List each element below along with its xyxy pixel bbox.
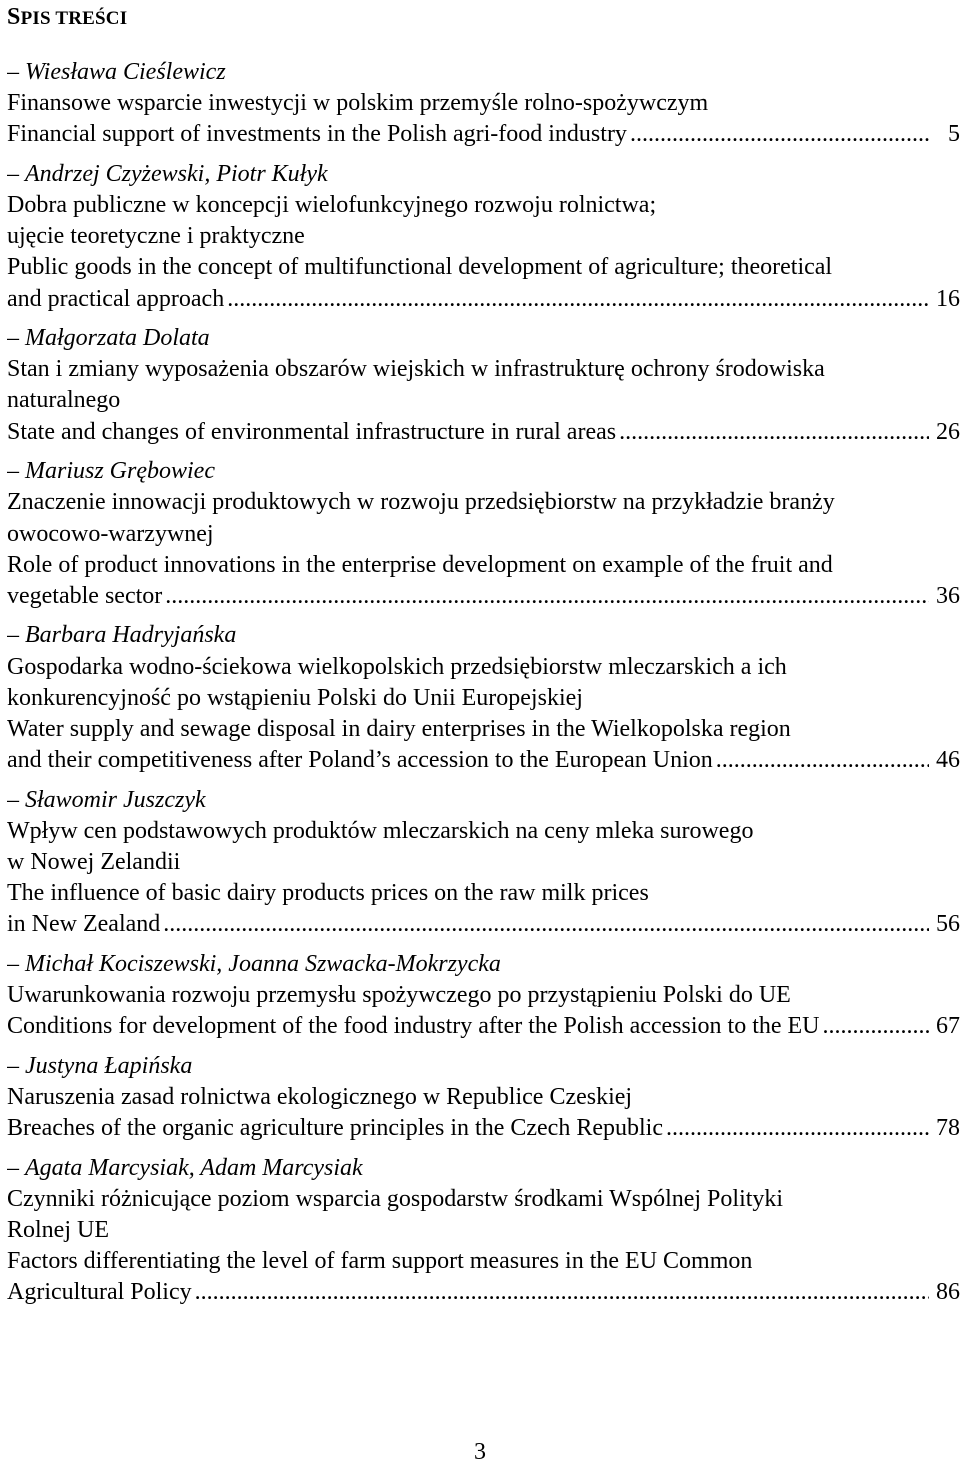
- author-dash: –: [7, 950, 25, 977]
- toc-entry: [7, 785, 960, 941]
- toc-entry-title-line: Rolnej UE: [7, 1216, 109, 1243]
- toc-entry-title-line: ujęcie teoretyczne i praktyczne: [7, 223, 305, 250]
- toc-entry-authors: [7, 456, 960, 487]
- toc-entry-title-line: State and changes of environmental infrastructure in rural areas: [7, 418, 617, 445]
- author-names: Mariusz Grębowiec: [25, 458, 215, 485]
- toc-entry-title-line: Dobra publiczne w koncepcji wielofunkcyjnego rozwoju rolnictwa;: [7, 192, 657, 219]
- toc-page-number: 5: [948, 121, 960, 148]
- toc-entry-last-line: [7, 1113, 960, 1144]
- toc-entry-authors: [7, 1051, 960, 1082]
- author-names: Barbara Hadryjańska: [25, 622, 237, 649]
- toc-entry-authors: [7, 323, 960, 354]
- toc-entry-title-line: vegetable sector: [7, 582, 163, 609]
- toc-page-number: 16: [936, 285, 960, 312]
- toc-entry-authors: [7, 620, 960, 651]
- toc-entry-title-line: Stan i zmiany wyposażenia obszarów wiejskich w infrastrukturę ochrony środowiska: [7, 356, 825, 383]
- page-number: 3: [474, 1439, 486, 1465]
- toc-entry-title-line: and practical approach: [7, 285, 225, 312]
- toc-entry-last-line: [7, 284, 960, 315]
- toc-entry: [7, 1051, 960, 1145]
- author-dash: –: [7, 59, 25, 85]
- dot-leader: [823, 1011, 929, 1042]
- dot-leader: [163, 909, 929, 940]
- toc-entry-authors: [7, 785, 960, 816]
- dot-leader: [195, 1277, 929, 1308]
- toc-page-number: 36: [936, 582, 960, 609]
- author-dash: –: [7, 786, 25, 813]
- author-names: Justyna Łapińska: [25, 1052, 193, 1079]
- toc-entry-title-line: Naruszenia zasad rolnictwa ekologicznego w Republice Czeskiej: [7, 1083, 633, 1110]
- toc-entry-title-line: The influence of basic dairy products prices on the raw milk prices: [7, 880, 649, 907]
- toc-entry-title-line: Finansowe wsparcie inwestycji w polskim przemyśle rolno-spożywczym: [7, 90, 709, 117]
- toc-entry-title-line: Public goods in the concept of multifunctional development of agriculture; theoretical: [7, 254, 833, 281]
- author-names: Sławomir Juszczyk: [25, 786, 206, 813]
- toc-entry-last-line: [7, 1011, 960, 1042]
- toc-entry-last-line: [7, 119, 960, 150]
- toc-entry: [7, 456, 960, 612]
- toc-entry-title-line: owocowo-warzywnej: [7, 520, 214, 547]
- toc-entry-title-line: Breaches of the organic agriculture principles in the Czech Republic: [7, 1115, 663, 1142]
- toc-entries: [7, 57, 960, 1317]
- toc-entry-title-line: Gospodarka wodno-ściekowa wielkopolskich przedsiębiorstw mleczarskich a ich: [7, 653, 787, 680]
- toc-entry-title-line: Financial support of investments in the Polish agri-food industry: [7, 121, 627, 148]
- author-names: Agata Marcysiak, Adam Marcysiak: [25, 1154, 363, 1181]
- author-dash: –: [7, 622, 25, 649]
- author-dash: –: [7, 1052, 25, 1079]
- toc-entry-last-line: [7, 745, 960, 776]
- toc-entry-authors: [7, 1153, 960, 1184]
- toc-entry-title-line: w Nowej Zelandii: [7, 848, 181, 875]
- toc-entry-title-line: Uwarunkowania rozwoju przemysłu spożywczego po przystąpieniu Polski do UE: [7, 982, 791, 1009]
- toc-entry: [7, 1153, 960, 1309]
- dot-leader: [227, 284, 929, 315]
- toc-entry: [7, 323, 960, 448]
- dot-leader: [716, 745, 929, 776]
- toc-entry: [7, 159, 960, 315]
- toc-entry-authors: [7, 949, 960, 980]
- toc-entry-last-line: [7, 417, 960, 448]
- toc-entry: [7, 57, 960, 151]
- toc-entry-title-line: Conditions for development of the food industry after the Polish accession to the EU: [7, 1013, 820, 1040]
- toc-entry-title-line: in New Zealand: [7, 911, 161, 938]
- toc-entry-title-line: naturalnego: [7, 387, 121, 414]
- toc-entry: [7, 949, 960, 1043]
- toc-page-number: 78: [936, 1115, 960, 1142]
- toc-page-number: 86: [936, 1279, 960, 1306]
- toc-entry: [7, 620, 960, 776]
- toc-page-number: 67: [936, 1013, 960, 1040]
- toc-entry-last-line: [7, 1277, 960, 1308]
- toc-page-number: 46: [936, 747, 960, 774]
- title-rest: PIS TREŚCI: [20, 8, 128, 29]
- author-names: Michał Kociszewski, Joanna Szwacka-Mokrzycka: [25, 950, 501, 977]
- author-names: Małgorzata Dolata: [25, 325, 210, 352]
- dot-leader: [165, 581, 929, 612]
- author-dash: –: [7, 325, 25, 352]
- toc-entry-authors: [7, 159, 960, 190]
- toc-entry-title-line: Role of product innovations in the enterprise development on example of the fruit and: [7, 551, 833, 578]
- toc-entry-last-line: [7, 909, 960, 940]
- author-dash: –: [7, 160, 25, 187]
- title-initial: S: [7, 4, 21, 30]
- author-names: Andrzej Czyżewski, Piotr Kułyk: [25, 160, 328, 187]
- page-title: [7, 4, 127, 31]
- toc-entry-title-line: Factors differentiating the level of farm support measures in the EU Common: [7, 1248, 753, 1275]
- dot-leader: [630, 119, 929, 150]
- toc-entry-title-line: konkurencyjność po wstąpieniu Polski do Unii Europejskiej: [7, 684, 583, 711]
- dot-leader: [666, 1113, 929, 1144]
- toc-entry-authors: [7, 57, 960, 88]
- toc-page-number: 56: [936, 911, 960, 938]
- toc-entry-title-line: Czynniki różnicujące poziom wsparcia gospodarstw środkami Wspólnej Polityki: [7, 1185, 784, 1212]
- dot-leader: [619, 417, 929, 448]
- author-dash: –: [7, 458, 25, 485]
- toc-entry-last-line: [7, 581, 960, 612]
- toc-entry-title-line: and their competitiveness after Poland’s accession to the European Union: [7, 747, 713, 774]
- toc-entry-title-line: Znaczenie innowacji produktowych w rozwoju przedsiębiorstw na przykładzie branży: [7, 489, 835, 516]
- author-names: Wiesława Cieślewicz: [25, 59, 226, 85]
- toc-entry-title-line: Water supply and sewage disposal in dairy enterprises in the Wielkopolska region: [7, 715, 791, 742]
- toc-entry-title-line: Wpływ cen podstawowych produktów mleczarskich na ceny mleka surowego: [7, 817, 754, 844]
- toc-page-number: 26: [936, 418, 960, 445]
- toc-entry-title-line: Agricultural Policy: [7, 1279, 192, 1306]
- author-dash: –: [7, 1154, 25, 1181]
